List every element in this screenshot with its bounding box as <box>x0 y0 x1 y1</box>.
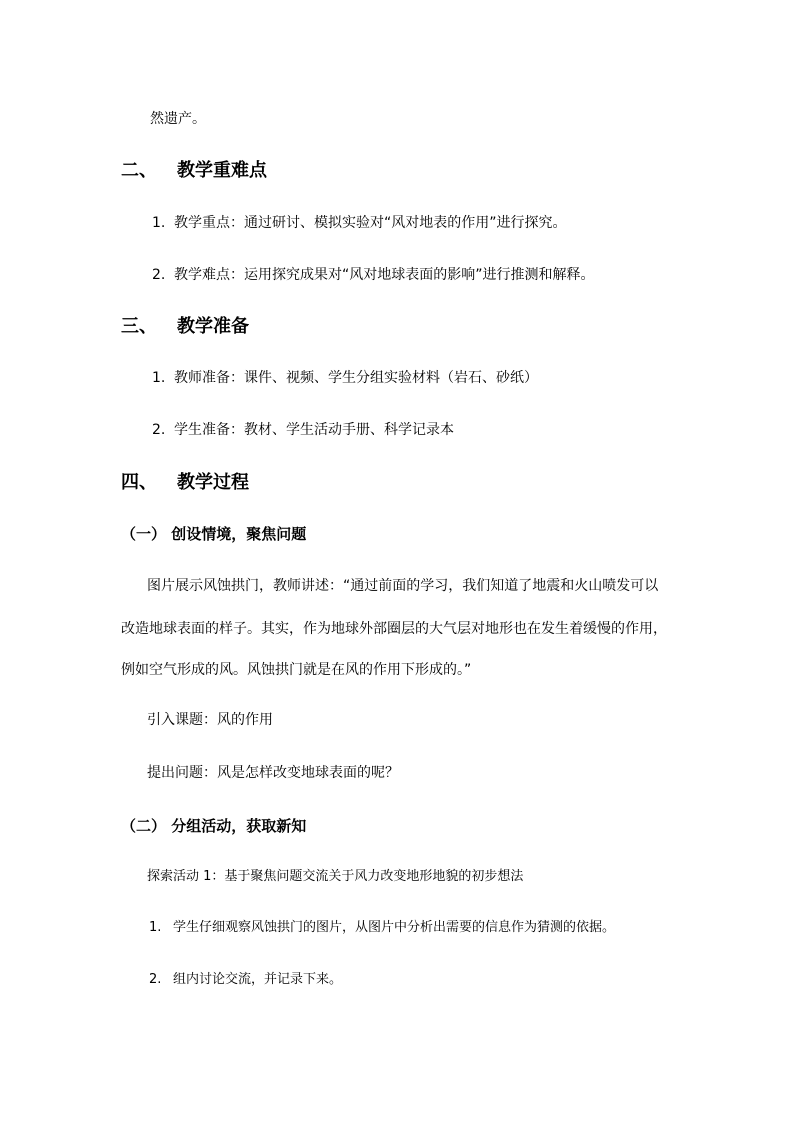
intro-text: 引入课题：风的作用 <box>147 712 273 728</box>
list-number: 1. <box>149 920 162 935</box>
question-text: 提出问题：风是怎样改变地球表面的呢？ <box>147 765 399 781</box>
section-title: 教学重难点 <box>177 160 267 181</box>
section-number: 四、 <box>121 472 157 493</box>
section-number: 三、 <box>121 316 157 337</box>
paragraph-line: 图片展示风蚀拱门，教师讲述：“通过前面的学习，我们知道了地震和火山喷发可以 <box>147 578 659 594</box>
paragraph-line: 改造地球表面的样子。其实，作为地球外部圈层的大气层对地形也在发生着缓慢的作用， <box>121 621 667 637</box>
list-text: 教学重点：通过研讨、模拟实验对“风对地表的作用”进行探究。 <box>174 215 567 231</box>
list-item <box>152 214 567 232</box>
list-text: 组内讨论交流，并记录下来。 <box>173 972 343 987</box>
section-heading-4 <box>121 472 249 494</box>
section-number: 二、 <box>121 160 157 181</box>
list-item <box>149 971 342 989</box>
section-heading-2 <box>121 160 267 182</box>
list-text: 教学难点：运用探究成果对“风对地球表面的影响”进行推测和解释。 <box>174 267 595 283</box>
list-number: 2. <box>152 422 166 438</box>
list-text: 教师准备：课件、视频、学生分组实验材料（岩石、砂纸） <box>174 370 538 386</box>
list-item <box>149 919 615 937</box>
subsection-heading-1: （一） 创设情境，聚焦问题 <box>121 525 307 543</box>
list-number: 1. <box>152 215 166 231</box>
list-item <box>152 421 454 439</box>
list-number: 2. <box>149 972 162 987</box>
list-item <box>152 369 538 387</box>
list-text: 学生准备：教材、学生活动手册、科学记录本 <box>174 422 454 438</box>
subsection-heading-2: （二） 分组活动，获取新知 <box>121 817 307 835</box>
section-title: 教学过程 <box>177 472 249 493</box>
section-heading-3 <box>121 316 249 338</box>
list-text: 学生仔细观察风蚀拱门的图片，从图片中分析出需要的信息作为猜测的依据。 <box>173 920 616 935</box>
section-title: 教学准备 <box>177 316 249 337</box>
list-item <box>152 266 595 284</box>
activity-text: 探索活动 1：基于聚焦问题交流关于风力改变地形地貌的初步想法 <box>147 869 524 884</box>
list-number: 1. <box>152 370 166 386</box>
list-number: 2. <box>152 267 166 283</box>
paragraph-line: 例如空气形成的风。风蚀拱门就是在风的作用下形成的。” <box>121 662 472 678</box>
continuation-text: 然遗产。 <box>150 111 206 127</box>
